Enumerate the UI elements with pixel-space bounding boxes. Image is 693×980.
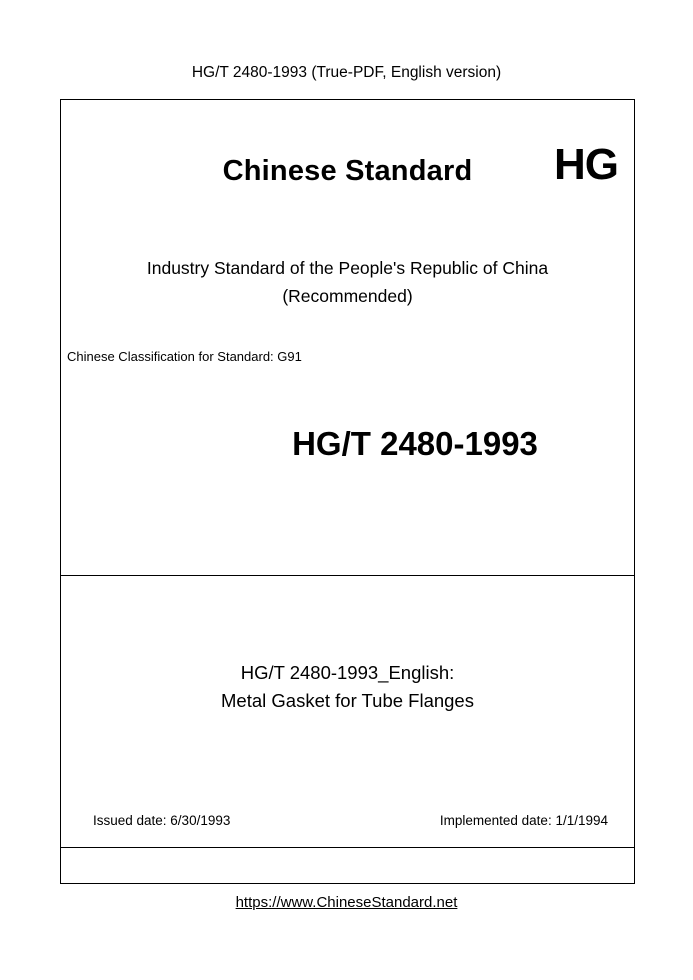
footer-url-link[interactable]: https://www.ChineseStandard.net <box>235 894 458 911</box>
english-title-line-1: HG/T 2480-1993_English: <box>240 662 455 683</box>
cover-border-box <box>60 99 635 884</box>
top-caption: HG/T 2480-1993 (True-PDF, English version) <box>191 64 502 81</box>
classification-code: Chinese Classification for Standard: G91 <box>67 349 302 364</box>
english-title-line-2: Metal Gasket for Tube Flanges <box>221 690 474 711</box>
cover-upper-section <box>61 100 634 576</box>
cover-lower-section <box>61 576 634 848</box>
page-title: Chinese Standard <box>222 155 473 187</box>
industry-standard-line-1: Industry Standard of the People's Republic of China <box>146 258 549 278</box>
industry-standard-line-2: (Recommended) <box>282 286 413 306</box>
implemented-date: Implemented date: 1/1/1994 <box>439 813 608 828</box>
standard-number: HG/T 2480-1993 <box>292 425 538 462</box>
hg-logo: HG <box>554 140 618 189</box>
issued-date: Issued date: 6/30/1993 <box>93 813 231 828</box>
issuer-section <box>61 848 634 883</box>
